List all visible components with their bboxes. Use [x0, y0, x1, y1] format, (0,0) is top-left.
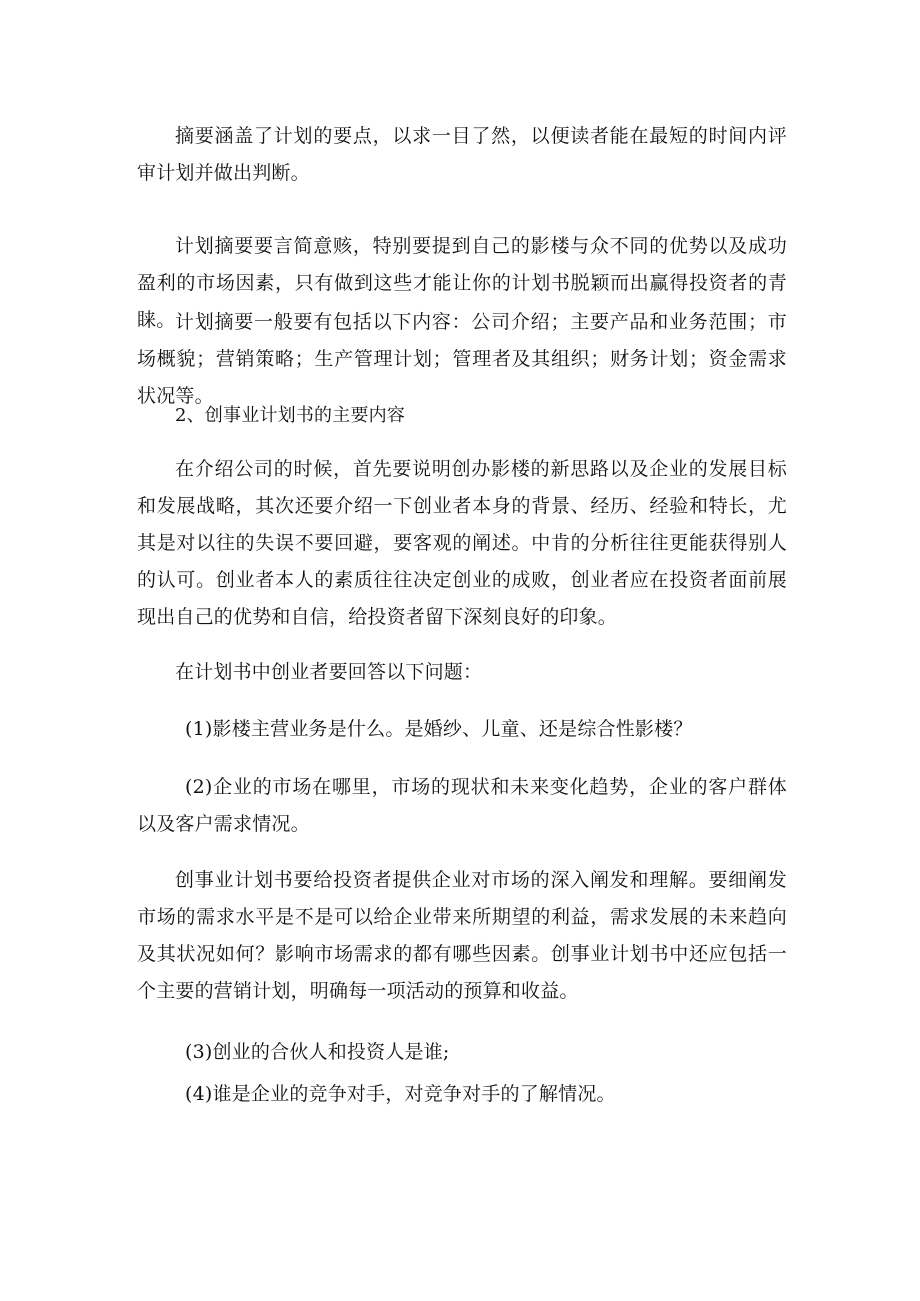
paragraph-market-analysis: 创事业计划书要给投资者提供企业对市场的深入阐发和理解。要细阐发市场的需求水平是不是可以给企业带来所期望的利益，需求发展的未来趋向及其状况如何？影响市场需求的都有哪些因素。创事业计划书中还应包括一个主要的营销计划，明确每一项活动的预算和收益。	[137, 869, 787, 1002]
question-item-4: (4)谁是企业的竞争对手，对竞争对手的了解情况。	[185, 1083, 616, 1105]
paragraph-company-intro: 在介绍公司的时候，首先要说明创办影楼的新思路以及企业的发展目标和发展战略，其次还要介绍一下创业者本身的背景、经历、经验和特长，尤其是对以往的失误不要回避，要客观的阐述。中肯的分析往往更能获得别人的认可。创业者本人的素质往往决定创业的成败，创业者应在投资者面前展现出自己的优势和自信，给投资者留下深刻良好的印象。	[137, 458, 787, 628]
paragraph-summary-contents: 计划摘要一般要有包括以下内容：公司介绍；主要产品和业务范围；市场概貌；营销策略；生产管理计划；管理者及其组织；财务计划；资金需求状况等。	[137, 311, 787, 407]
paragraph-summary-definition: 摘要涵盖了计划的要点，以求一目了然，以便读者能在最短的时间内评审计划并做出判断。	[137, 125, 787, 184]
question-item-1: (1)影楼主营业务是什么。是婚纱、儿童、还是综合性影楼？	[185, 718, 693, 740]
question-item-2: (2)企业的市场在哪里，市场的现状和未来变化趋势，企业的客户群体以及客户需求情况。	[137, 776, 787, 835]
section-heading: 2、创事业计划书的主要内容	[175, 405, 406, 426]
question-item-3: (3)创业的合伙人和投资人是谁;	[185, 1041, 450, 1063]
paragraph-summary-advice: 计划摘要要言简意赅，特别要提到自己的影楼与众不同的优势以及成功盈利的市场因素，只有做到这些才能让你的计划书脱颖而出赢得投资者的青睐。	[137, 235, 787, 331]
paragraph-questions-intro: 在计划书中创业者要回答以下问题：	[175, 661, 483, 683]
